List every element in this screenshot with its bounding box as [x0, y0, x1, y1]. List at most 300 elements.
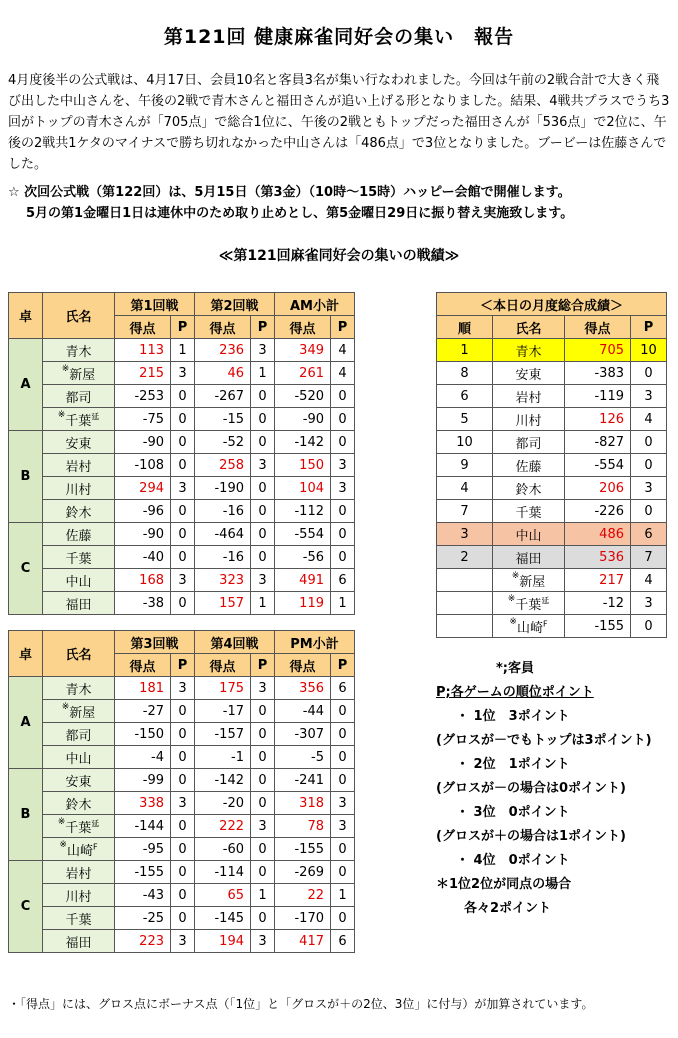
- score-cell: -60: [195, 838, 251, 861]
- player-name: 川村: [65, 482, 92, 498]
- point-cell: 3: [251, 454, 275, 477]
- legend-second: ・ 2位 1ポイント: [456, 757, 570, 772]
- point-cell: 0: [631, 500, 667, 523]
- table-row: [9, 723, 355, 746]
- score-cell: 318: [275, 792, 331, 815]
- guest-mark: ※: [509, 616, 517, 627]
- table-label: A: [9, 677, 43, 769]
- point-cell: 1: [251, 362, 275, 385]
- ranking-row: [437, 546, 667, 569]
- point-cell: 0: [251, 408, 275, 431]
- score-cell: 157: [195, 592, 251, 615]
- subheader: P: [171, 316, 195, 339]
- point-cell: 0: [171, 723, 195, 746]
- header-table: 卓: [9, 631, 43, 677]
- name-cell: [43, 884, 115, 907]
- table-row: [9, 431, 355, 454]
- score-cell: 349: [275, 339, 331, 362]
- ranking-row: [437, 339, 667, 362]
- name-suffix: F: [92, 842, 98, 852]
- score-cell: 261: [275, 362, 331, 385]
- score-cell: -27: [115, 700, 171, 723]
- score-cell: -253: [115, 385, 171, 408]
- point-cell: 10: [631, 339, 667, 362]
- player-name: 山崎: [516, 620, 543, 636]
- point-cell: 0: [251, 723, 275, 746]
- name-cell: [493, 546, 565, 569]
- point-cell: 0: [171, 385, 195, 408]
- legend-points-title: P;各ゲームの順位ポイント: [436, 685, 594, 700]
- point-cell: 0: [251, 523, 275, 546]
- table-row: [9, 477, 355, 500]
- score-cell: 217: [565, 569, 631, 592]
- score-cell: -16: [195, 500, 251, 523]
- point-cell: 0: [331, 769, 355, 792]
- name-cell: [43, 339, 115, 362]
- point-cell: 0: [171, 408, 195, 431]
- ranking-title-row: [437, 293, 667, 316]
- name-cell: [43, 838, 115, 861]
- point-cell: 3: [251, 569, 275, 592]
- player-name: 千葉: [65, 820, 92, 836]
- legend-fourth: ・ 4位 0ポイント: [456, 853, 570, 868]
- header-game: 第3回戦: [115, 631, 195, 654]
- ranking-row: [437, 385, 667, 408]
- ranking-row: [437, 569, 667, 592]
- header-game: AM小計: [275, 293, 355, 316]
- player-name: 安東: [65, 774, 92, 790]
- score-cell: -241: [275, 769, 331, 792]
- point-cell: 3: [251, 815, 275, 838]
- player-name: 福田: [65, 597, 92, 613]
- score-cell: -1: [195, 746, 251, 769]
- header-game: 第1回戦: [115, 293, 195, 316]
- point-cell: 3: [251, 930, 275, 953]
- name-cell: [43, 431, 115, 454]
- player-name: 新屋: [69, 705, 96, 721]
- player-name: 千葉: [515, 505, 542, 521]
- score-cell: 356: [275, 677, 331, 700]
- name-cell: [43, 700, 115, 723]
- player-name: 川村: [515, 413, 542, 429]
- name-suffix: 延: [541, 596, 550, 606]
- score-cell: -95: [115, 838, 171, 861]
- rank-cell: 7: [437, 500, 493, 523]
- point-cell: 0: [631, 362, 667, 385]
- rank-cell: 10: [437, 431, 493, 454]
- guest-mark: ※: [59, 839, 67, 850]
- name-cell: [493, 362, 565, 385]
- score-cell: -554: [565, 454, 631, 477]
- score-cell: 119: [275, 592, 331, 615]
- name-cell: [43, 523, 115, 546]
- guest-mark: ※: [61, 701, 70, 712]
- point-cell: 1: [171, 339, 195, 362]
- point-cell: 0: [251, 907, 275, 930]
- ranking-header-row: [437, 316, 667, 339]
- point-cell: 1: [251, 884, 275, 907]
- ranking-row: [437, 362, 667, 385]
- results-subtitle: ≪第121回麻雀同好会の集いの戦績≫: [218, 248, 460, 264]
- table-row: [9, 592, 355, 615]
- score-cell: -16: [195, 546, 251, 569]
- ranking-header: 氏名: [493, 316, 565, 339]
- ranking-row: [437, 431, 667, 454]
- header-name: 氏名: [43, 631, 115, 677]
- header-game: 第2回戦: [195, 293, 275, 316]
- table-label: C: [9, 523, 43, 615]
- point-cell: 0: [331, 431, 355, 454]
- score-cell: -144: [115, 815, 171, 838]
- score-cell: -150: [115, 723, 171, 746]
- score-cell: -38: [115, 592, 171, 615]
- point-cell: 0: [171, 815, 195, 838]
- score-cell: -464: [195, 523, 251, 546]
- score-cell: 194: [195, 930, 251, 953]
- name-cell: [43, 569, 115, 592]
- score-cell: 168: [115, 569, 171, 592]
- legend-second-note: (グロスが－の場合は0ポイント): [436, 781, 626, 796]
- ranking-header: 順: [437, 316, 493, 339]
- point-cell: 0: [331, 861, 355, 884]
- player-name: 鈴木: [515, 482, 542, 498]
- table-row: [9, 769, 355, 792]
- score-cell: 236: [195, 339, 251, 362]
- point-cell: 4: [631, 408, 667, 431]
- point-cell: 3: [331, 815, 355, 838]
- point-cell: 0: [331, 385, 355, 408]
- score-cell: -25: [115, 907, 171, 930]
- score-cell: -112: [275, 500, 331, 523]
- table-row: [9, 930, 355, 953]
- ranking-row: [437, 592, 667, 615]
- score-cell: 46: [195, 362, 251, 385]
- point-cell: 6: [331, 569, 355, 592]
- score-cell: 294: [115, 477, 171, 500]
- score-cell: 486: [565, 523, 631, 546]
- point-cell: 0: [171, 700, 195, 723]
- point-cell: 0: [331, 907, 355, 930]
- point-cell: 3: [331, 454, 355, 477]
- score-cell: -155: [275, 838, 331, 861]
- guest-mark: ※: [57, 409, 66, 420]
- subheader: P: [251, 654, 275, 677]
- name-cell: [43, 723, 115, 746]
- score-cell: -145: [195, 907, 251, 930]
- point-cell: 0: [331, 500, 355, 523]
- name-cell: [493, 385, 565, 408]
- name-cell: [43, 546, 115, 569]
- point-cell: 0: [171, 769, 195, 792]
- name-cell: [43, 362, 115, 385]
- rank-cell: 9: [437, 454, 493, 477]
- score-cell: -155: [115, 861, 171, 884]
- score-cell: 338: [115, 792, 171, 815]
- point-cell: 3: [251, 677, 275, 700]
- table-row: [9, 523, 355, 546]
- player-name: 岩村: [65, 866, 92, 882]
- ranking-row: [437, 523, 667, 546]
- intro-paragraph: 4月度後半の公式戦は、4月17日、会員10名と客員3名が集い行なわれました。今回は午前の2戦合計で大きく飛び出した中山さんを、午後の2戦で青木さんと福田さんが追い上げる形となりました。結果、4戦共プラスでうち3回がトップの青木さんが「705点」で総合1位に、午後の2戦ともトップだった福田さんが「536点」で2位に、午後の2戦共1ケタのマイナスで勝ち切れなかった中山さんは「486点」で3位となりました。ブービーは佐藤さんでした。: [8, 73, 670, 172]
- header-game: PM小計: [275, 631, 355, 654]
- next-match-notice: [8, 182, 672, 224]
- ranking-row: [437, 615, 667, 638]
- score-cell: -15: [195, 408, 251, 431]
- player-name: 鈴木: [65, 797, 92, 813]
- point-cell: 0: [171, 592, 195, 615]
- player-name: 岩村: [65, 459, 92, 475]
- score-cell: -114: [195, 861, 251, 884]
- table-label: C: [9, 861, 43, 953]
- score-cell: 175: [195, 677, 251, 700]
- player-name: 佐藤: [515, 459, 542, 475]
- subheader: P: [251, 316, 275, 339]
- am-results-table: [8, 292, 355, 615]
- name-cell: [43, 385, 115, 408]
- subheader: 得点: [195, 316, 251, 339]
- player-name: 千葉: [515, 597, 542, 613]
- player-name: 佐藤: [65, 528, 92, 544]
- score-cell: -108: [115, 454, 171, 477]
- score-cell: -269: [275, 861, 331, 884]
- name-cell: [43, 677, 115, 700]
- guest-mark: ※: [507, 593, 516, 604]
- notice-line-1: ☆ 次回公式戦（第122回）は、5月15日（第3金）（10時～15時）ハッピー会館で開催します。: [8, 185, 571, 200]
- point-cell: 0: [171, 431, 195, 454]
- point-cell: 1: [331, 592, 355, 615]
- point-cell: 3: [331, 792, 355, 815]
- ranking-header: P: [631, 316, 667, 339]
- score-cell: -307: [275, 723, 331, 746]
- ranking-row: [437, 454, 667, 477]
- point-cell: 0: [631, 454, 667, 477]
- player-name: 鈴木: [65, 505, 92, 521]
- score-cell: 65: [195, 884, 251, 907]
- rank-cell: 1: [437, 339, 493, 362]
- player-name: 都司: [65, 728, 92, 744]
- score-cell: -90: [115, 431, 171, 454]
- player-name: 都司: [65, 390, 92, 406]
- player-name: 青木: [65, 344, 92, 360]
- score-cell: -554: [275, 523, 331, 546]
- score-cell: 491: [275, 569, 331, 592]
- score-cell: 181: [115, 677, 171, 700]
- header-table: 卓: [9, 293, 43, 339]
- table-row: [9, 815, 355, 838]
- name-cell: [493, 339, 565, 362]
- footer-note: ・「得点」には、グロス点にボーナス点（「1位」と「グロスが＋の2位、3位」に付与）が加算されています。: [8, 997, 594, 1011]
- guest-mark: ※: [61, 363, 70, 374]
- legend-third-note: (グロスが＋の場合は1ポイント): [436, 829, 626, 844]
- table-label: B: [9, 769, 43, 861]
- point-cell: 0: [251, 838, 275, 861]
- point-cell: 0: [251, 546, 275, 569]
- table-row: [9, 546, 355, 569]
- point-cell: 0: [171, 523, 195, 546]
- score-cell: -267: [195, 385, 251, 408]
- player-name: 福田: [515, 551, 542, 567]
- score-cell: -170: [275, 907, 331, 930]
- score-cell: -383: [565, 362, 631, 385]
- point-cell: 3: [171, 930, 195, 953]
- table-label: A: [9, 339, 43, 431]
- point-cell: 3: [171, 792, 195, 815]
- player-name: 福田: [65, 935, 92, 951]
- point-cell: 0: [631, 431, 667, 454]
- score-cell: -20: [195, 792, 251, 815]
- guest-mark: ※: [511, 570, 520, 581]
- point-cell: 6: [331, 930, 355, 953]
- point-cell: 0: [171, 546, 195, 569]
- name-cell: [43, 500, 115, 523]
- name-cell: [43, 907, 115, 930]
- player-name: 都司: [515, 436, 542, 452]
- score-cell: -155: [565, 615, 631, 638]
- point-cell: 0: [251, 500, 275, 523]
- player-name: 青木: [65, 682, 92, 698]
- name-cell: [43, 746, 115, 769]
- point-cell: 3: [171, 677, 195, 700]
- name-cell: [493, 569, 565, 592]
- point-cell: 3: [631, 477, 667, 500]
- point-cell: 0: [251, 792, 275, 815]
- point-cell: 0: [251, 861, 275, 884]
- score-cell: 705: [565, 339, 631, 362]
- score-cell: 206: [565, 477, 631, 500]
- player-name: 安東: [65, 436, 92, 452]
- score-cell: -190: [195, 477, 251, 500]
- header-row: [9, 293, 355, 316]
- player-name: 新屋: [69, 367, 96, 383]
- guest-mark: ※: [57, 816, 66, 827]
- point-cell: 0: [331, 523, 355, 546]
- score-cell: -5: [275, 746, 331, 769]
- table-row: [9, 339, 355, 362]
- rank-cell: 5: [437, 408, 493, 431]
- table-row: [9, 362, 355, 385]
- name-cell: [43, 861, 115, 884]
- point-cell: 0: [251, 385, 275, 408]
- legend-third: ・ 3位 0ポイント: [456, 805, 570, 820]
- point-cell: 4: [331, 339, 355, 362]
- score-cell: 536: [565, 546, 631, 569]
- table-row: [9, 700, 355, 723]
- point-cell: 6: [331, 677, 355, 700]
- ranking-title: ＜本日の月度総合成績＞: [437, 293, 667, 316]
- score-cell: -12: [565, 592, 631, 615]
- score-cell: -90: [275, 408, 331, 431]
- table-label: B: [9, 431, 43, 523]
- rank-cell: [437, 615, 493, 638]
- name-cell: [493, 454, 565, 477]
- score-cell: 78: [275, 815, 331, 838]
- legend-guest: *;客員: [496, 661, 534, 676]
- point-cell: 0: [251, 477, 275, 500]
- score-cell: -157: [195, 723, 251, 746]
- legend-first: ・ 1位 3ポイント: [456, 709, 570, 724]
- legend-tie-points: 各々2ポイント: [464, 901, 552, 916]
- point-cell: 0: [251, 769, 275, 792]
- player-name: 山崎: [66, 843, 93, 859]
- score-cell: -56: [275, 546, 331, 569]
- score-cell: -142: [275, 431, 331, 454]
- table-row: [9, 677, 355, 700]
- score-cell: -827: [565, 431, 631, 454]
- point-cell: 0: [631, 615, 667, 638]
- name-cell: [43, 769, 115, 792]
- point-cell: 0: [331, 700, 355, 723]
- point-cell: 7: [631, 546, 667, 569]
- score-cell: 417: [275, 930, 331, 953]
- legend-tie: ＊1位2位が同点の場合: [436, 877, 572, 892]
- point-legend: [436, 657, 676, 921]
- pm-results-table: [8, 630, 355, 953]
- ranking-header: 得点: [565, 316, 631, 339]
- point-cell: 0: [331, 838, 355, 861]
- notice-line-2: 5月の第1金曜日1日は連休中のため取り止めとし、第5金曜日29日に振り替え実施致します。: [26, 206, 574, 221]
- name-cell: [493, 592, 565, 615]
- page-title: 第121回 健康麻雀同好会の集い 報告: [163, 26, 515, 48]
- name-cell: [43, 815, 115, 838]
- rank-cell: 6: [437, 385, 493, 408]
- point-cell: 0: [331, 723, 355, 746]
- score-cell: 22: [275, 884, 331, 907]
- table-row: [9, 907, 355, 930]
- header-name: 氏名: [43, 293, 115, 339]
- player-name: 中山: [65, 574, 92, 590]
- point-cell: 0: [171, 500, 195, 523]
- score-cell: 323: [195, 569, 251, 592]
- table-row: [9, 500, 355, 523]
- table-row: [9, 861, 355, 884]
- subheader: 得点: [195, 654, 251, 677]
- table-row: [9, 385, 355, 408]
- table-row: [9, 569, 355, 592]
- point-cell: 0: [171, 454, 195, 477]
- name-cell: [493, 408, 565, 431]
- score-cell: 223: [115, 930, 171, 953]
- point-cell: 3: [331, 477, 355, 500]
- name-cell: [493, 477, 565, 500]
- score-cell: 104: [275, 477, 331, 500]
- point-cell: 3: [171, 362, 195, 385]
- name-cell: [493, 500, 565, 523]
- table-row: [9, 408, 355, 431]
- score-cell: 150: [275, 454, 331, 477]
- name-suffix: F: [542, 619, 548, 629]
- point-cell: 3: [631, 385, 667, 408]
- table-row: [9, 792, 355, 815]
- player-name: 川村: [65, 889, 92, 905]
- score-cell: -43: [115, 884, 171, 907]
- point-cell: 6: [631, 523, 667, 546]
- point-cell: 4: [331, 362, 355, 385]
- point-cell: 0: [171, 861, 195, 884]
- player-name: 千葉: [65, 551, 92, 567]
- header-row: [9, 631, 355, 654]
- name-suffix: 延: [91, 412, 100, 422]
- score-cell: -119: [565, 385, 631, 408]
- point-cell: 0: [331, 408, 355, 431]
- ranking-row: [437, 500, 667, 523]
- name-cell: [43, 477, 115, 500]
- table-row: [9, 838, 355, 861]
- subheader: 得点: [275, 316, 331, 339]
- player-name: 中山: [515, 528, 542, 544]
- point-cell: 3: [171, 569, 195, 592]
- name-cell: [43, 792, 115, 815]
- point-cell: 0: [251, 700, 275, 723]
